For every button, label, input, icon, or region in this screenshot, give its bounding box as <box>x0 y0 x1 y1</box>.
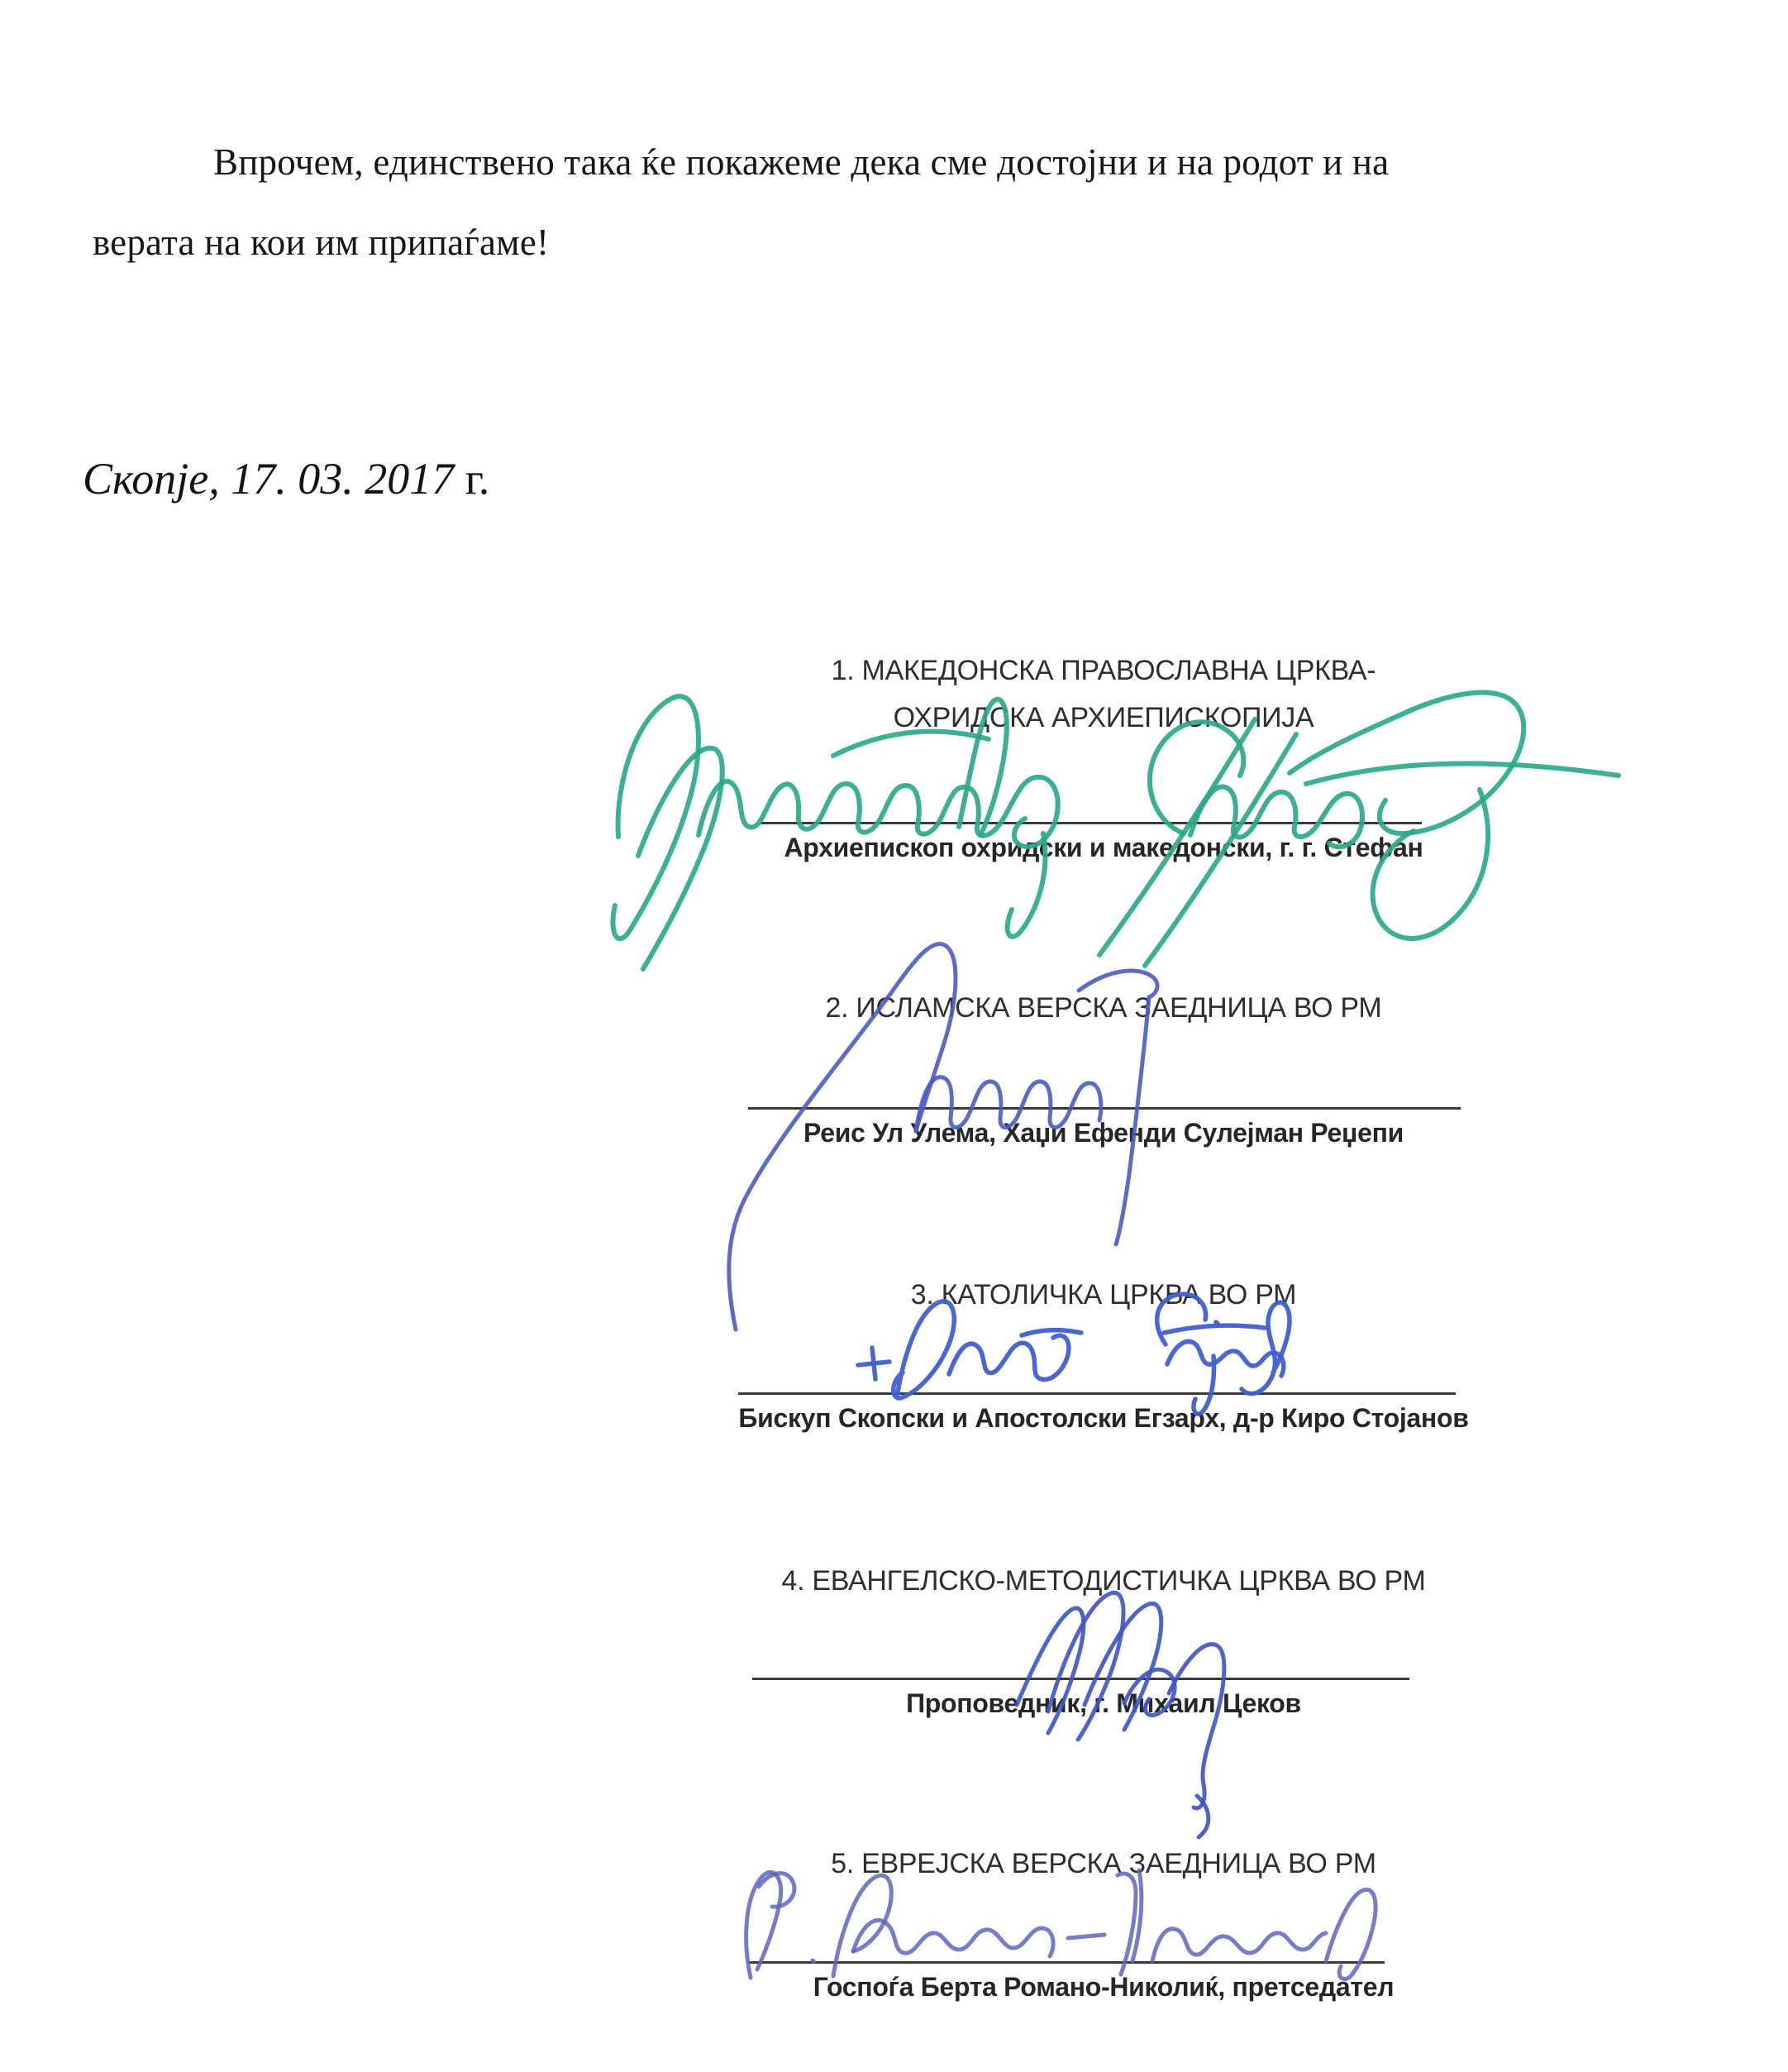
signatory-heading-2 <box>711 985 1496 1032</box>
signatory-caption-1: Архиепископ охридски и македонски, г. г. Стефан <box>784 833 1423 862</box>
signatory-heading-4 <box>711 1558 1496 1605</box>
heading-line: 4. ЕВАНГЕЛСКО-МЕТОДИСТИЧКА ЦРКВА ВО РМ <box>781 1565 1426 1597</box>
heading-line: 2. ИСЛАМСКА ВЕРСКА ЗАЕДНИЦА ВО РМ <box>825 992 1382 1024</box>
heading-line: ОХРИДСКА АРХИЕПИСКОПИЈА <box>893 702 1314 733</box>
signatory-caption-2: Реис Ул Улема, Хаџи Ефенди Сулејман Реџепи <box>803 1118 1404 1148</box>
dateline-place-date: Скопје, 17. 03. 2017 <box>83 454 455 504</box>
dateline-suffix: г. <box>454 454 490 504</box>
heading-line: 1. МАКЕДОНСКА ПРАВОСЛАВНА ЦРКВА- <box>831 655 1376 686</box>
heading-line: 3. КАТОЛИЧКА ЦРКВА ВО РМ <box>910 1279 1297 1311</box>
signature-line-3 <box>738 1392 1456 1395</box>
paragraph-line: верата на кои им припаѓаме! <box>93 222 550 263</box>
signature-line-5 <box>748 1961 1385 1964</box>
signatory-heading-5 <box>711 1840 1496 1888</box>
signature-line-2 <box>748 1107 1461 1110</box>
signature-line-4 <box>752 1678 1409 1680</box>
signature-line-1 <box>760 822 1422 824</box>
dateline <box>83 453 489 504</box>
closing-paragraph <box>93 122 1667 283</box>
signatory-heading-3 <box>711 1272 1496 1319</box>
signatory-caption-4: Проповедник, г. Михаил Цеков <box>906 1688 1301 1718</box>
signatory-heading-1 <box>711 647 1496 742</box>
paragraph-line: Впрочем, единствено така ќе покажеме дека сме достојни и на родот и на <box>213 141 1390 183</box>
signatory-caption-5: Госпоѓа Берта Романо-Николиќ, претседател <box>813 1972 1395 2002</box>
signatory-caption-3: Бискуп Скопски и Апостолски Егзарх, д-р Киро Стојанов <box>738 1403 1469 1433</box>
heading-line: 5. ЕВРЕЈСКА ВЕРСКА ЗАЕДНИЦА ВО РМ <box>831 1848 1376 1879</box>
